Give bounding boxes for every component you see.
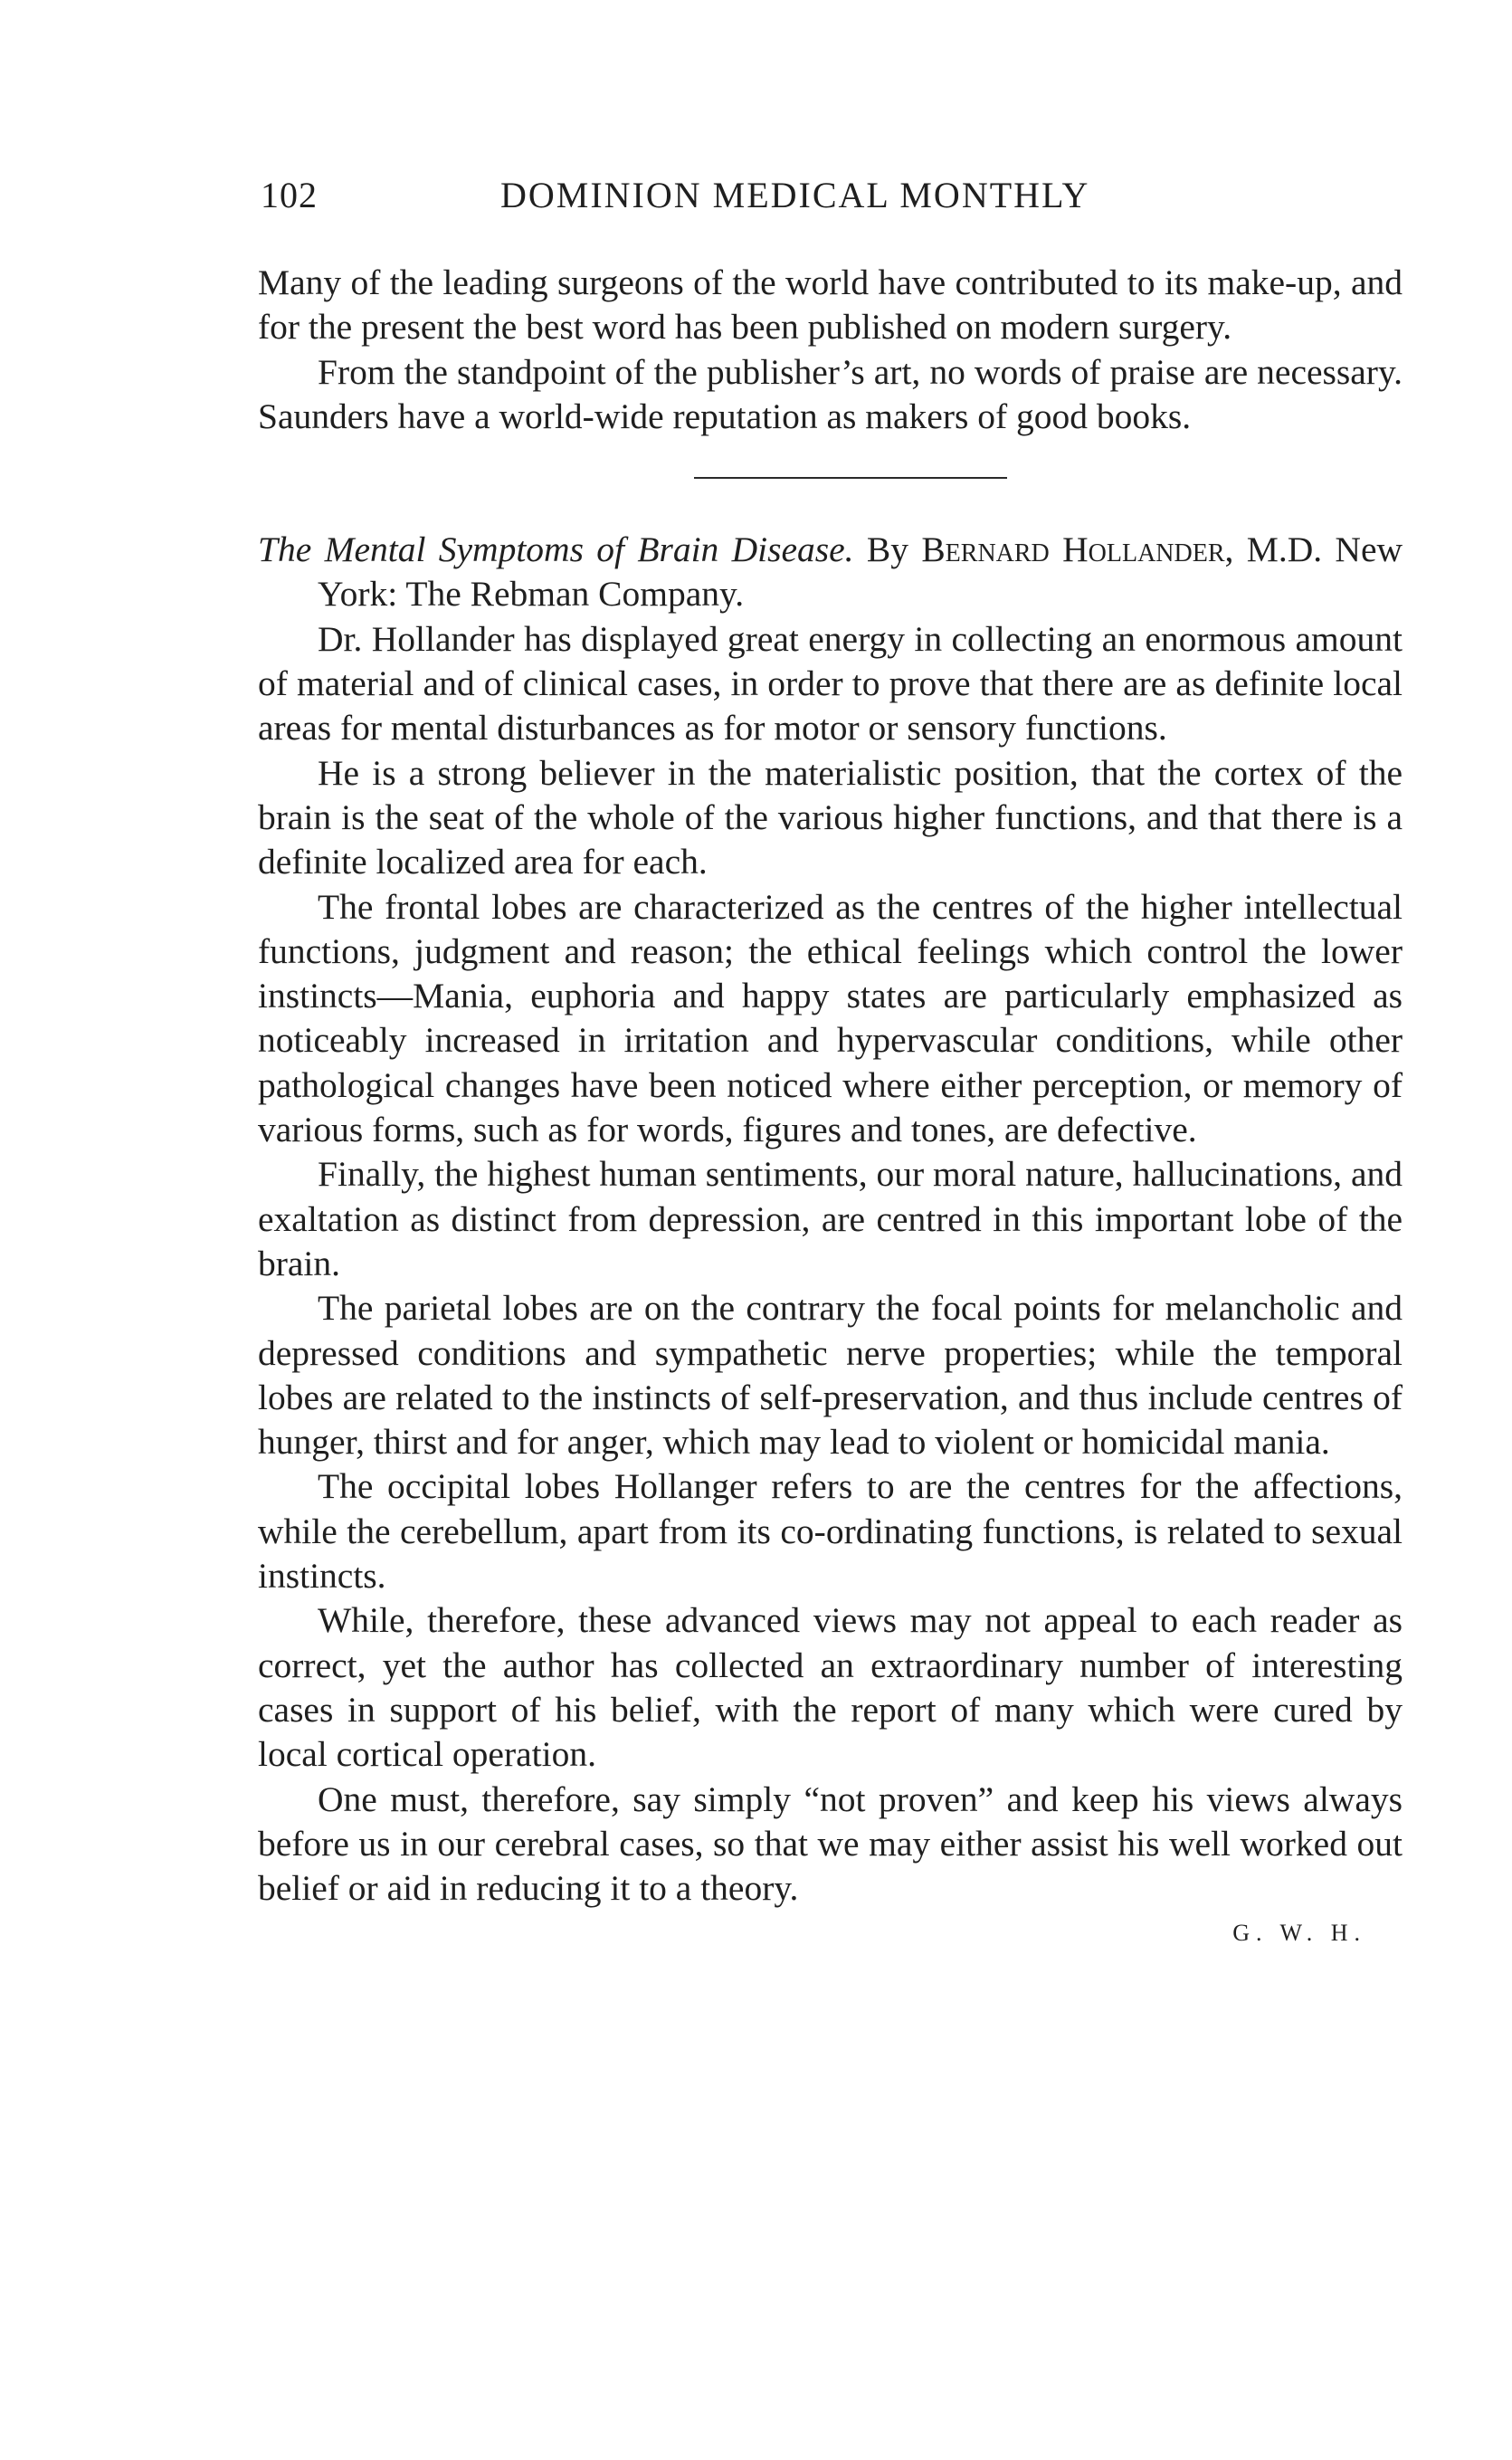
author-last-name: Hollander, [1062, 529, 1234, 570]
review-paragraph: Finally, the highest human sentiments, our moral nature, hallucinations, and exaltation as distinct from depression, are centred in this important lobe of the brain. [258, 1154, 1403, 1283]
publication-info: M.D. New York: The Rebman Company. [318, 529, 1403, 615]
review-paragraph: He is a strong believer in the materialistic position, that the cortex of the brain is the seat of the whole of the various higher functions, and that there is a definite localized area for each. [258, 752, 1403, 882]
reviewer-signature: G. W. H. [1232, 1920, 1366, 1947]
page-number: 102 [261, 175, 318, 215]
author-first-name: Bernard [921, 529, 1050, 570]
running-head [261, 174, 1401, 228]
review-paragraph: The parietal lobes are on the contrary the focal points for melancholic and depressed conditions and sympathetic nerve properties; while the temporal lobes are related to the instincts of self-preservation, and thus include centres of hunger, thirst and for anger, which may lead to violent or homicidal mania. [258, 1288, 1403, 1463]
book-title: The Mental Symptoms of Brain Disease. [258, 529, 854, 570]
previous-review-paragraph: From the standpoint of the publisher’s art, no words of praise are necessary. Saunders have a world-wide reputation as makers of good books. [258, 351, 1403, 436]
journal-title: DOMINION MEDICAL MONTHLY [500, 175, 1090, 215]
review-paragraph: Dr. Hollander has displayed great energy in collecting an enormous amount of material and of clinical cases, in order to prove that there are as definite local areas for mental disturbances as for motor or sensory functions. [258, 618, 1403, 748]
section-divider [694, 477, 1007, 479]
citation-by: By [866, 529, 908, 570]
previous-review-paragraph: Many of the leading surgeons of the world have contributed to its make-up, and for the present the best word has been published on modern surgery. [258, 262, 1403, 348]
book-citation [258, 528, 1403, 617]
review-paragraph: One must, therefore, say simply “not proven” and keep his views always before us in our cerebral cases, so that we may either assist his well worked out belief or aid in reducing it to a theory. [258, 1778, 1403, 1909]
review-paragraph: The occipital lobes Hollanger refers to are the centres for the affections, while the cerebellum, apart from its co-ordinating functions, is related to sexual instincts. [258, 1466, 1403, 1597]
review-paragraph: While, therefore, these advanced views may not appeal to each reader as correct, yet the author has collected an extraordinary number of interesting cases in support of his belief, with the report of many which were cured by local cortical operation. [258, 1600, 1403, 1775]
body-text [258, 261, 1403, 1956]
review-paragraph: The frontal lobes are characterized as the centres of the higher intellectual functions, judgment and reason; the ethical feelings which control the lower instincts—Mania, euphoria and happy states are particularly emphasized as noticeably increased in irritation and hypervascular conditions, while other pathological changes have been noticed where either perception, or memory of various forms, such as for words, figures and tones, are defective. [258, 886, 1403, 1150]
